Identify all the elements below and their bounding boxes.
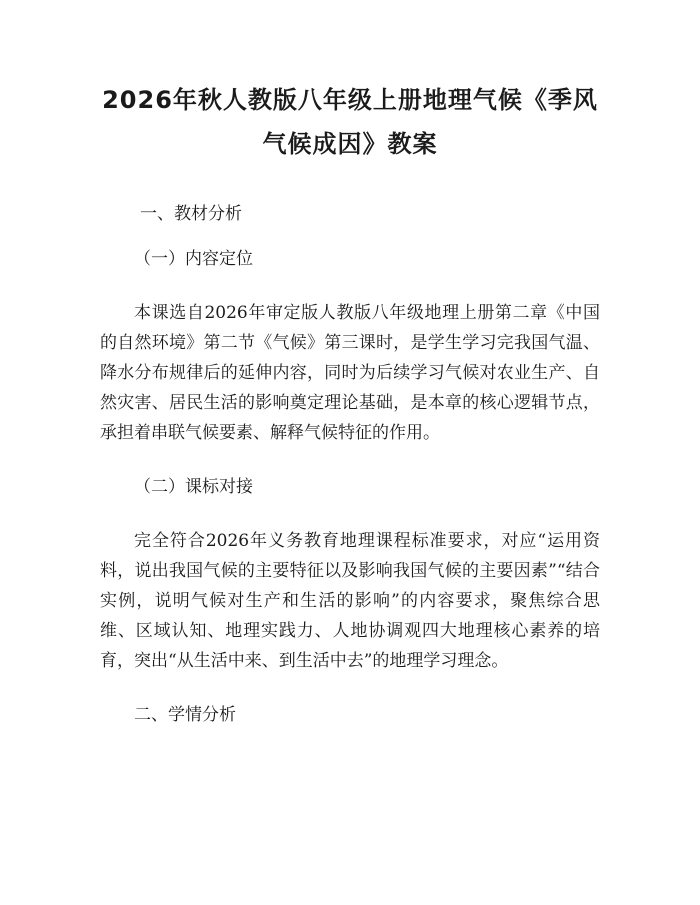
- subsection-heading-content-positioning: （一）内容定位: [134, 249, 253, 269]
- title-line-2: 气候成因》教案: [262, 130, 438, 158]
- paragraph-curriculum-alignment: 完全符合2026年义务教育地理课程标准要求，对应“运用资料，说出我国气候的主要特征以及影响我国气候的主要因素”“结合实例，说明气候对生产和生活的影响”的内容要求，聚焦综合思维、区域认知、地理实践力、人地协调观四大地理核心素养的培育，突出“从生活中来、到生活中去”的地理学习理念。: [100, 531, 600, 671]
- section-heading-student-analysis: 二、学情分析: [134, 705, 236, 725]
- paragraph-content-positioning: 本课选自2026年审定版人教版八年级地理上册第二章《中国的自然环境》第二节《气候》第三课时，是学生学习完我国气温、降水分布规律后的延伸内容，同时为后续学习气候对农业生产、自然灾害、居民生活的影响奠定理论基础，是本章的核心逻辑节点，承担着串联气候要素、解释气候特征的作用。: [100, 303, 600, 443]
- section-heading-textbook-analysis: 一、教材分析: [140, 204, 242, 224]
- document-title: [100, 78, 600, 166]
- subsection-heading-curriculum-alignment: （二）课标对接: [134, 477, 253, 497]
- title-line-1: 2026年秋人教版八年级上册地理气候《季风: [102, 86, 598, 114]
